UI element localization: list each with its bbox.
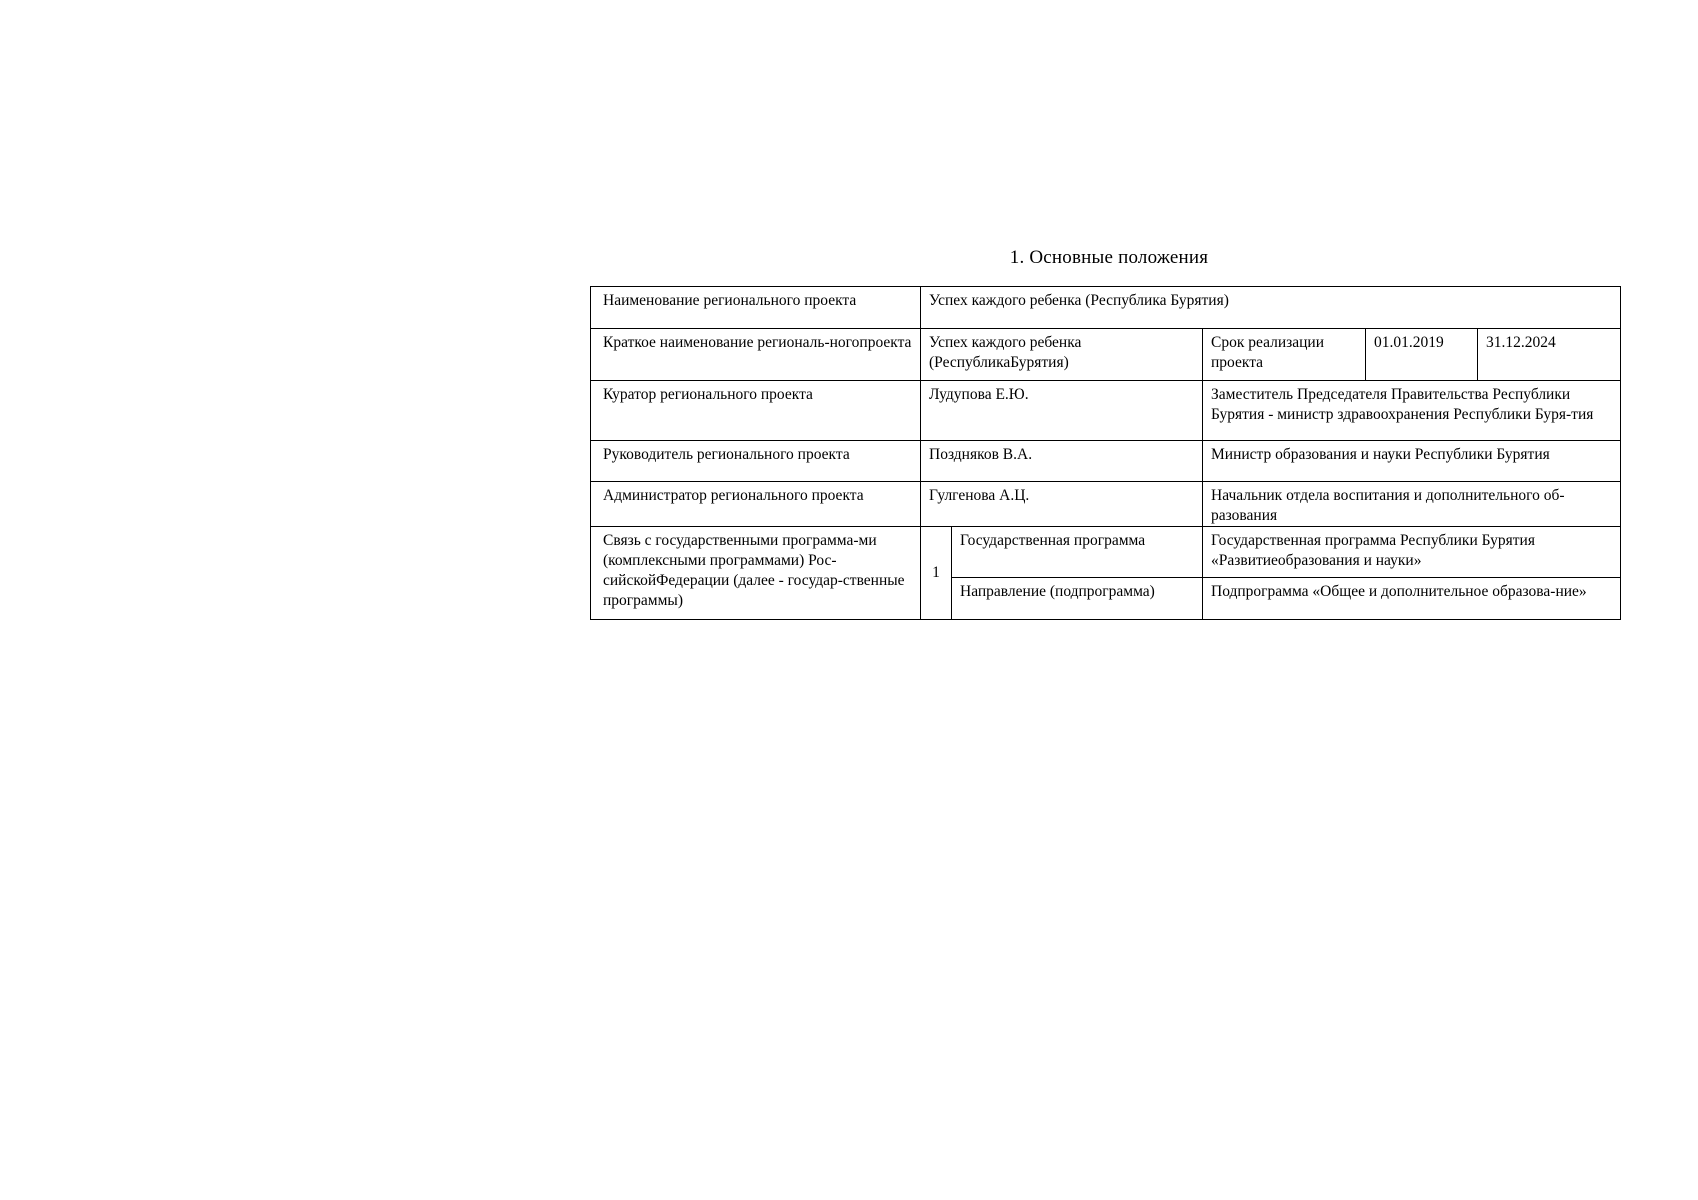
head-label: Руководитель регионального проекта bbox=[591, 441, 921, 482]
program-number: 1 bbox=[921, 527, 952, 620]
table-row bbox=[591, 381, 1621, 441]
term-label: Срок реализации проекта bbox=[1203, 329, 1366, 381]
state-program-value: Государственная программа Республики Бурятия «Развитиеобразования и науки» bbox=[1203, 527, 1621, 578]
table-row bbox=[591, 482, 1621, 527]
subprogram-label: Направление (подпрограмма) bbox=[952, 578, 1203, 620]
table-row bbox=[591, 441, 1621, 482]
head-name: Поздняков В.А. bbox=[921, 441, 1203, 482]
table-row bbox=[591, 329, 1621, 381]
section-title: 1. Основные положения bbox=[1009, 247, 1209, 268]
short-name-value: Успех каждого ребенка (РеспубликаБурятия) bbox=[921, 329, 1203, 381]
table-row bbox=[591, 527, 1621, 578]
curator-label: Куратор регионального проекта bbox=[591, 381, 921, 441]
admin-position: Начальник отдела воспитания и дополнительного об-разования bbox=[1203, 482, 1621, 527]
short-name-label: Краткое наименование региональ-ногопроекта bbox=[591, 329, 921, 381]
state-programs-link-label: Связь с государственными программа-ми (комплексными программами) Рос-сийскойФедерации (далее - государ-ственные программы) bbox=[591, 527, 921, 620]
head-position: Министр образования и науки Республики Бурятия bbox=[1203, 441, 1621, 482]
table-row bbox=[591, 287, 1621, 329]
curator-position: Заместитель Председателя Правительства Республики Бурятия - министр здравоохранения Республики Буря-тия bbox=[1203, 381, 1621, 441]
project-passport-table bbox=[590, 286, 1621, 620]
curator-name: Лудупова Е.Ю. bbox=[921, 381, 1203, 441]
term-start-date: 01.01.2019 bbox=[1366, 329, 1478, 381]
term-end-date: 31.12.2024 bbox=[1478, 329, 1621, 381]
state-program-label: Государственная программа bbox=[952, 527, 1203, 578]
admin-label: Администратор регионального проекта bbox=[591, 482, 921, 527]
admin-name: Гулгенова А.Ц. bbox=[921, 482, 1203, 527]
subprogram-value: Подпрограмма «Общее и дополнительное образова-ние» bbox=[1203, 578, 1621, 620]
project-name-label: Наименование регионального проекта bbox=[591, 287, 921, 329]
project-name-value: Успех каждого ребенка (Республика Бурятия) bbox=[921, 287, 1621, 329]
